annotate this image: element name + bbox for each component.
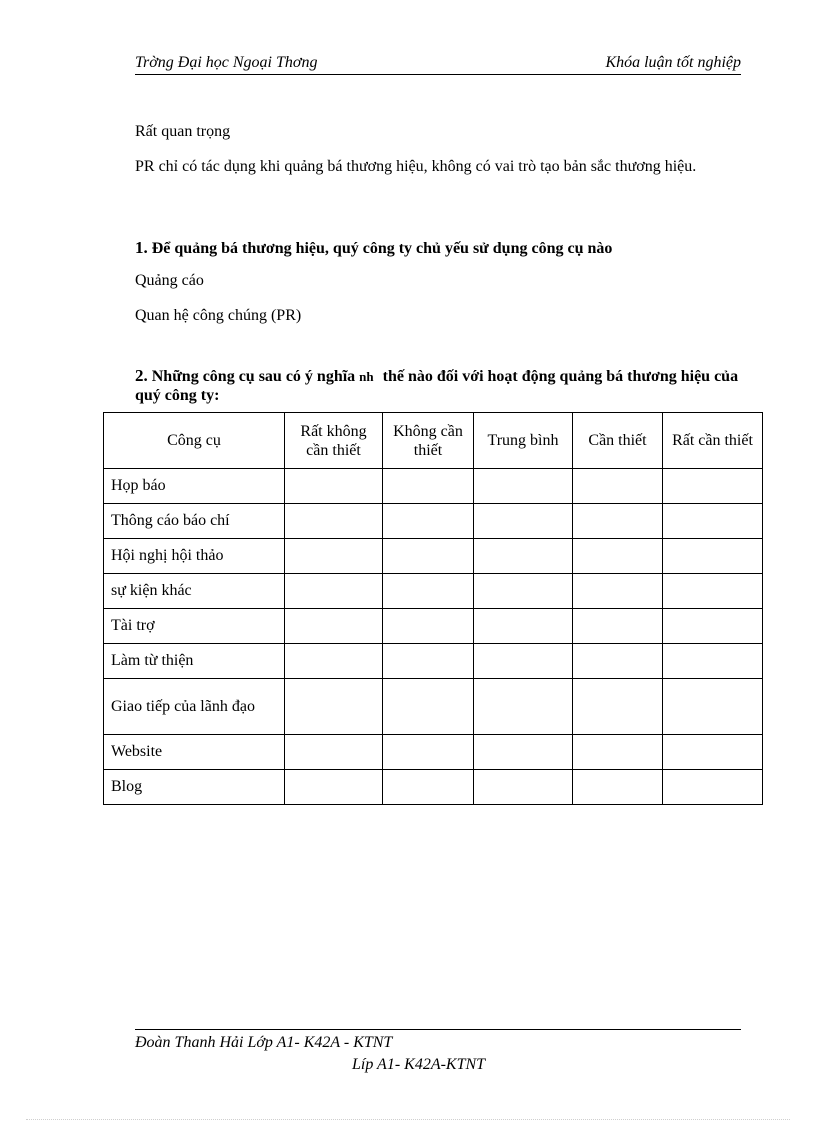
rating-cell[interactable]: [285, 770, 383, 805]
rating-cell[interactable]: [663, 679, 763, 735]
rating-cell[interactable]: [383, 770, 474, 805]
tool-name: Hội nghị hội thảo: [104, 539, 285, 574]
rating-cell[interactable]: [573, 539, 663, 574]
question-2-text-a: Những công cụ sau có ý nghĩa: [151, 368, 356, 385]
question-2: [135, 366, 741, 405]
rating-cell[interactable]: [474, 679, 573, 735]
rating-cell[interactable]: [285, 574, 383, 609]
rating-cell[interactable]: [285, 469, 383, 504]
statement-pr-role: PR chỉ có tác dụng khi quảng bá thương hiệu, không có vai trò tạo bản sắc thương hiệu.: [135, 158, 697, 175]
page-header: [135, 54, 741, 75]
page-bottom-divider: [26, 1119, 790, 1120]
tools-rating-table: [103, 412, 763, 805]
rating-cell[interactable]: [285, 539, 383, 574]
footer-author: Đoàn Thanh Hải Lớp A1- K42A - KTNT: [135, 1034, 393, 1051]
rating-cell[interactable]: [663, 574, 763, 609]
rating-cell[interactable]: [383, 469, 474, 504]
table-row: [104, 504, 763, 539]
rating-cell[interactable]: [474, 469, 573, 504]
rating-cell[interactable]: [474, 504, 573, 539]
table-row: [104, 770, 763, 805]
table-row: [104, 574, 763, 609]
option-very-important: Rất quan trọng: [135, 123, 231, 140]
tool-name: Làm từ thiện: [104, 644, 285, 679]
q1-option-advertising: Quảng cáo: [135, 272, 204, 289]
rating-cell[interactable]: [285, 679, 383, 735]
q1-option-pr: Quan hệ công chúng (PR): [135, 307, 302, 324]
tool-name: Website: [104, 735, 285, 770]
rating-cell[interactable]: [573, 735, 663, 770]
rating-cell[interactable]: [663, 504, 763, 539]
question-1: [135, 238, 741, 258]
table-row: [104, 644, 763, 679]
rating-cell[interactable]: [285, 504, 383, 539]
rating-cell[interactable]: [663, 644, 763, 679]
header-very-unnecessary: Rất không cần thiết: [285, 413, 383, 469]
rating-cell[interactable]: [573, 644, 663, 679]
rating-cell[interactable]: [474, 609, 573, 644]
rating-cell[interactable]: [663, 770, 763, 805]
rating-cell[interactable]: [383, 504, 474, 539]
rating-cell[interactable]: [474, 644, 573, 679]
rating-cell[interactable]: [285, 735, 383, 770]
question-1-text: Để quảng bá thương hiệu, quý công ty chủ yếu sử dụng công cụ nào: [151, 240, 613, 257]
rating-cell[interactable]: [285, 644, 383, 679]
rating-cell[interactable]: [285, 609, 383, 644]
tool-name: Blog: [104, 770, 285, 805]
header-unnecessary: Không cần thiết: [383, 413, 474, 469]
rating-cell[interactable]: [383, 644, 474, 679]
rating-cell[interactable]: [383, 574, 474, 609]
tool-name: Giao tiếp của lãnh đạo: [104, 679, 285, 735]
header-necessary: Cần thiết: [573, 413, 663, 469]
question-2-text-b: thế nào đối với hoạt động quảng bá thương hiệu của quý công ty:: [135, 368, 739, 404]
footer-divider: [135, 1029, 741, 1030]
rating-cell[interactable]: [573, 574, 663, 609]
rating-cell[interactable]: [474, 574, 573, 609]
rating-cell[interactable]: [573, 609, 663, 644]
table-row: [104, 539, 763, 574]
rating-cell[interactable]: [383, 679, 474, 735]
question-2-number: 2.: [135, 366, 148, 385]
table-header-row: [104, 413, 763, 469]
tool-name: sự kiện khác: [104, 574, 285, 609]
rating-cell[interactable]: [573, 679, 663, 735]
rating-cell[interactable]: [383, 609, 474, 644]
rating-cell[interactable]: [383, 735, 474, 770]
rating-cell[interactable]: [573, 469, 663, 504]
table-row: [104, 679, 763, 735]
header-very-necessary: Rất cần thiết: [663, 413, 763, 469]
tool-name: Thông cáo báo chí: [104, 504, 285, 539]
footer-class: Líp A1- K42A-KTNT: [352, 1056, 486, 1073]
rating-cell[interactable]: [474, 735, 573, 770]
rating-cell[interactable]: [383, 539, 474, 574]
rating-cell[interactable]: [474, 539, 573, 574]
question-2-text-small: nh: [359, 369, 374, 384]
rating-cell[interactable]: [573, 504, 663, 539]
table-row: [104, 735, 763, 770]
table-row: [104, 469, 763, 504]
rating-cell[interactable]: [663, 609, 763, 644]
header-average: Trung bình: [474, 413, 573, 469]
tool-name: Họp báo: [104, 469, 285, 504]
table-row: [104, 609, 763, 644]
question-1-number: 1.: [135, 238, 148, 257]
rating-cell[interactable]: [474, 770, 573, 805]
header-tool: Công cụ: [104, 413, 285, 469]
header-thesis-title: Khóa luận tốt nghiệp: [605, 54, 741, 71]
rating-cell[interactable]: [663, 539, 763, 574]
tool-name: Tài trợ: [104, 609, 285, 644]
header-school: Trờng Đại học Ngoại Thơng: [135, 54, 318, 71]
rating-cell[interactable]: [663, 735, 763, 770]
rating-cell[interactable]: [663, 469, 763, 504]
rating-cell[interactable]: [573, 770, 663, 805]
